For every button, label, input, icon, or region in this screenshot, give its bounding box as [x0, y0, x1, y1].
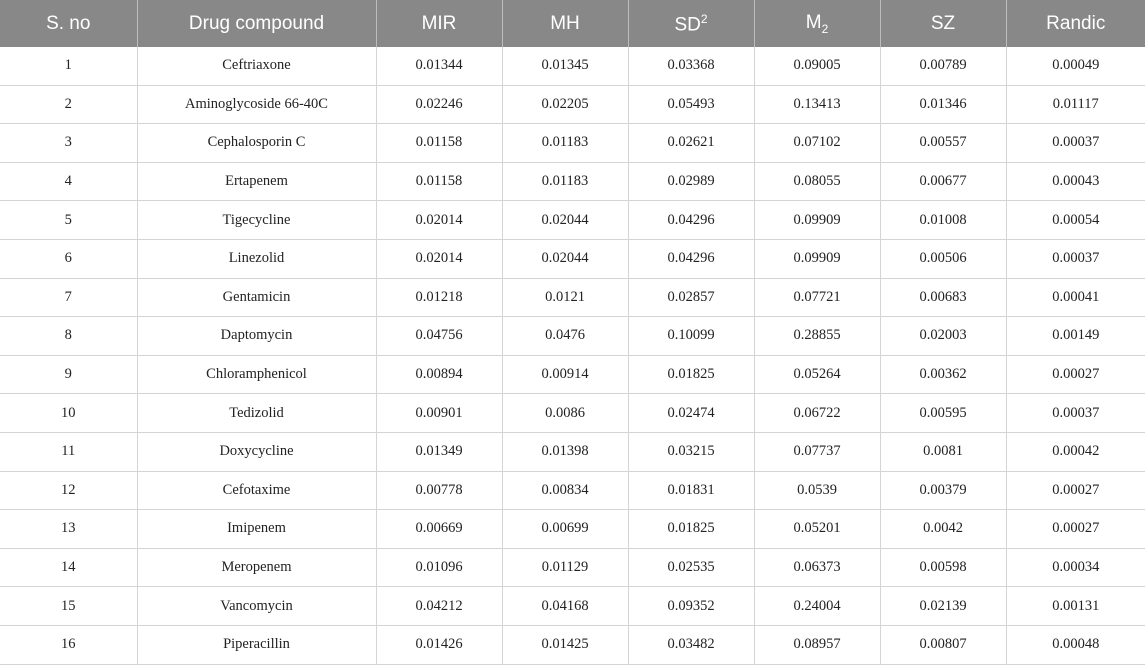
cell-mh: 0.01129 [502, 548, 628, 587]
cell-sz: 0.00379 [880, 471, 1006, 510]
cell-sno: 7 [0, 278, 137, 317]
cell-m2: 0.07721 [754, 278, 880, 317]
table-row [0, 317, 1145, 356]
header-mh: MH [502, 0, 628, 47]
cell-mh: 0.01425 [502, 625, 628, 664]
cell-sz: 0.00595 [880, 394, 1006, 433]
cell-randic: 0.00027 [1006, 471, 1145, 510]
cell-m2: 0.06722 [754, 394, 880, 433]
cell-drug-compound: Doxycycline [137, 432, 376, 471]
cell-sz: 0.00362 [880, 355, 1006, 394]
header-m2-base: M [805, 11, 822, 33]
table-row [0, 394, 1145, 433]
header-sd2-sup: 2 [700, 11, 708, 26]
cell-drug-compound: Cephalosporin C [137, 124, 376, 163]
table-row [0, 278, 1145, 317]
header-mir: MIR [376, 0, 502, 47]
cell-m2: 0.09909 [754, 239, 880, 278]
table-body [0, 47, 1145, 664]
cell-sz: 0.00683 [880, 278, 1006, 317]
cell-sno: 11 [0, 432, 137, 471]
cell-mir: 0.01158 [376, 162, 502, 201]
table-row [0, 85, 1145, 124]
table-row [0, 239, 1145, 278]
cell-sno: 15 [0, 587, 137, 626]
cell-sno: 13 [0, 510, 137, 549]
table-row [0, 201, 1145, 240]
cell-randic: 0.00037 [1006, 124, 1145, 163]
cell-mir: 0.01426 [376, 625, 502, 664]
cell-sd2: 0.05493 [628, 85, 754, 124]
table-row [0, 162, 1145, 201]
cell-sno: 14 [0, 548, 137, 587]
cell-randic: 0.00043 [1006, 162, 1145, 201]
cell-randic: 0.00034 [1006, 548, 1145, 587]
cell-sd2: 0.03368 [628, 47, 754, 85]
cell-sd2: 0.03215 [628, 432, 754, 471]
header-drug-compound: Drug compound [137, 0, 376, 47]
table-row [0, 471, 1145, 510]
cell-sz: 0.02139 [880, 587, 1006, 626]
cell-sd2: 0.03482 [628, 625, 754, 664]
cell-mh: 0.02205 [502, 85, 628, 124]
cell-sz: 0.00789 [880, 47, 1006, 85]
cell-mir: 0.01218 [376, 278, 502, 317]
cell-sno: 8 [0, 317, 137, 356]
cell-mir: 0.04756 [376, 317, 502, 356]
cell-mh: 0.01398 [502, 432, 628, 471]
cell-sz: 0.02003 [880, 317, 1006, 356]
header-m2-sub: 2 [821, 21, 829, 36]
cell-sno: 9 [0, 355, 137, 394]
cell-drug-compound: Cefotaxime [137, 471, 376, 510]
table-row [0, 625, 1145, 664]
cell-randic: 0.00049 [1006, 47, 1145, 85]
cell-sz: 0.00598 [880, 548, 1006, 587]
cell-mh: 0.01345 [502, 47, 628, 85]
cell-mh: 0.0086 [502, 394, 628, 433]
cell-sd2: 0.10099 [628, 317, 754, 356]
cell-mir: 0.02014 [376, 239, 502, 278]
cell-sd2: 0.02857 [628, 278, 754, 317]
header-m2 [754, 0, 880, 47]
cell-randic: 0.00149 [1006, 317, 1145, 356]
cell-sno: 6 [0, 239, 137, 278]
cell-randic: 0.01117 [1006, 85, 1145, 124]
cell-mh: 0.0476 [502, 317, 628, 356]
cell-randic: 0.00042 [1006, 432, 1145, 471]
cell-mh: 0.04168 [502, 587, 628, 626]
cell-sno: 2 [0, 85, 137, 124]
cell-mh: 0.01183 [502, 124, 628, 163]
cell-sd2: 0.02535 [628, 548, 754, 587]
cell-mir: 0.01158 [376, 124, 502, 163]
cell-sd2: 0.02989 [628, 162, 754, 201]
cell-mh: 0.00699 [502, 510, 628, 549]
cell-mir: 0.00901 [376, 394, 502, 433]
cell-m2: 0.07102 [754, 124, 880, 163]
cell-mh: 0.00914 [502, 355, 628, 394]
cell-mir: 0.00894 [376, 355, 502, 394]
cell-sno: 5 [0, 201, 137, 240]
cell-randic: 0.00037 [1006, 394, 1145, 433]
cell-sno: 10 [0, 394, 137, 433]
table-row [0, 432, 1145, 471]
cell-m2: 0.08957 [754, 625, 880, 664]
cell-sno: 1 [0, 47, 137, 85]
cell-sd2: 0.01831 [628, 471, 754, 510]
cell-m2: 0.05201 [754, 510, 880, 549]
cell-randic: 0.00037 [1006, 239, 1145, 278]
cell-drug-compound: Meropenem [137, 548, 376, 587]
cell-randic: 0.00027 [1006, 355, 1145, 394]
cell-m2: 0.28855 [754, 317, 880, 356]
cell-randic: 0.00041 [1006, 278, 1145, 317]
table-row [0, 124, 1145, 163]
cell-drug-compound: Tigecycline [137, 201, 376, 240]
cell-mir: 0.01096 [376, 548, 502, 587]
cell-sz: 0.01346 [880, 85, 1006, 124]
cell-randic: 0.00048 [1006, 625, 1145, 664]
header-sd2 [628, 0, 754, 47]
cell-mir: 0.01349 [376, 432, 502, 471]
cell-sz: 0.00677 [880, 162, 1006, 201]
table-row [0, 355, 1145, 394]
header-sz: SZ [880, 0, 1006, 47]
cell-sno: 16 [0, 625, 137, 664]
table-row [0, 510, 1145, 549]
cell-drug-compound: Vancomycin [137, 587, 376, 626]
cell-m2: 0.05264 [754, 355, 880, 394]
cell-mir: 0.04212 [376, 587, 502, 626]
cell-sno: 3 [0, 124, 137, 163]
cell-sno: 12 [0, 471, 137, 510]
cell-mir: 0.01344 [376, 47, 502, 85]
cell-sd2: 0.04296 [628, 239, 754, 278]
cell-sz: 0.00557 [880, 124, 1006, 163]
cell-sd2: 0.09352 [628, 587, 754, 626]
cell-mir: 0.02246 [376, 85, 502, 124]
cell-sd2: 0.04296 [628, 201, 754, 240]
cell-sz: 0.0081 [880, 432, 1006, 471]
cell-randic: 0.00131 [1006, 587, 1145, 626]
header-randic: Randic [1006, 0, 1145, 47]
cell-mh: 0.02044 [502, 239, 628, 278]
cell-drug-compound: Imipenem [137, 510, 376, 549]
cell-drug-compound: Piperacillin [137, 625, 376, 664]
cell-drug-compound: Chloramphenicol [137, 355, 376, 394]
cell-sz: 0.00506 [880, 239, 1006, 278]
cell-drug-compound: Gentamicin [137, 278, 376, 317]
cell-mh: 0.00834 [502, 471, 628, 510]
table-row [0, 587, 1145, 626]
cell-drug-compound: Daptomycin [137, 317, 376, 356]
cell-m2: 0.07737 [754, 432, 880, 471]
header-sno: S. no [0, 0, 137, 47]
cell-randic: 0.00027 [1006, 510, 1145, 549]
cell-sz: 0.0042 [880, 510, 1006, 549]
cell-drug-compound: Linezolid [137, 239, 376, 278]
cell-m2: 0.0539 [754, 471, 880, 510]
cell-mh: 0.01183 [502, 162, 628, 201]
cell-sd2: 0.02474 [628, 394, 754, 433]
cell-drug-compound: Ertapenem [137, 162, 376, 201]
cell-mir: 0.00778 [376, 471, 502, 510]
header-row [0, 0, 1145, 47]
table-row [0, 548, 1145, 587]
cell-sz: 0.01008 [880, 201, 1006, 240]
cell-m2: 0.24004 [754, 587, 880, 626]
cell-m2: 0.09005 [754, 47, 880, 85]
cell-m2: 0.08055 [754, 162, 880, 201]
cell-drug-compound: Aminoglycoside 66-40C [137, 85, 376, 124]
cell-drug-compound: Tedizolid [137, 394, 376, 433]
header-sd2-base: SD [674, 14, 701, 36]
cell-m2: 0.06373 [754, 548, 880, 587]
cell-m2: 0.13413 [754, 85, 880, 124]
cell-mh: 0.02044 [502, 201, 628, 240]
cell-sd2: 0.02621 [628, 124, 754, 163]
cell-mir: 0.02014 [376, 201, 502, 240]
cell-drug-compound: Ceftriaxone [137, 47, 376, 85]
cell-sd2: 0.01825 [628, 510, 754, 549]
cell-sz: 0.00807 [880, 625, 1006, 664]
cell-mh: 0.0121 [502, 278, 628, 317]
cell-mir: 0.00669 [376, 510, 502, 549]
cell-sno: 4 [0, 162, 137, 201]
cell-randic: 0.00054 [1006, 201, 1145, 240]
table-row [0, 47, 1145, 85]
cell-m2: 0.09909 [754, 201, 880, 240]
cell-sd2: 0.01825 [628, 355, 754, 394]
